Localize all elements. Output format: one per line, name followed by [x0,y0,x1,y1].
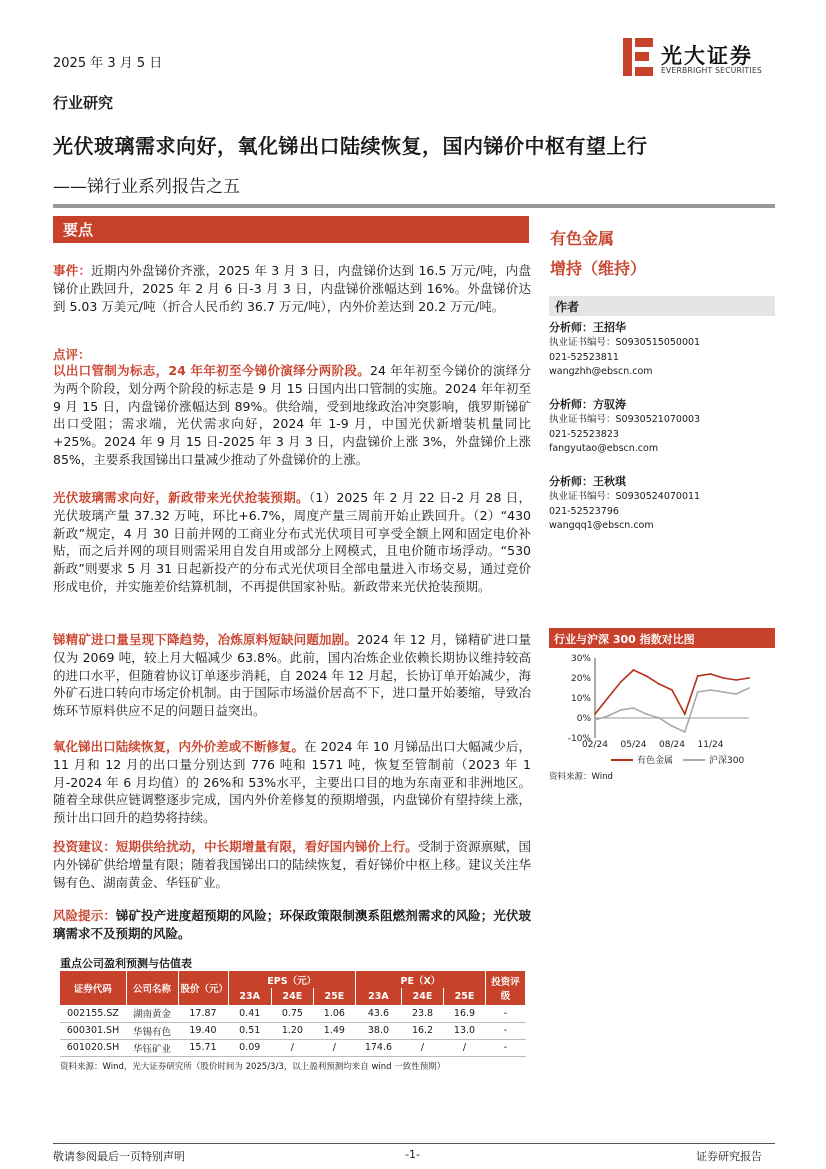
y-tick-label: 10% [570,694,591,704]
x-tick-label: 11/24 [697,740,724,750]
analyst-phone: 021-52523796 [549,505,619,517]
point-1-lead: 以出口管制为标志，24 年年初至今锑价演绎分两阶段。 [53,363,371,378]
series-point [620,709,622,711]
risk-paragraph [53,907,531,943]
y-tick-label: -10% [567,734,591,744]
everbright-logo-icon [623,38,653,76]
footer-report-type: 证券研究报告 [696,1150,762,1163]
chart-title: 行业与沪深 300 指数对比图 [554,633,695,646]
analyst-email: wangqq1@ebscn.com [549,520,654,531]
x-tick-label: 08/24 [659,740,685,750]
point-2-lead: 光伏玻璃需求向好，新政带来光伏抢装预期。 [53,490,309,505]
header-eps: EPS（元） [228,971,355,988]
company-logo [623,38,783,78]
analyst-phone: 021-52523811 [549,351,619,363]
point-2-text: （1）2025 年 2 月 22 日-2 月 28 日，光伏玻璃产量 37.32 万吨，环比+6.7%，周度产量三周前开始止跌回升。（2）“430 新政”规定，4 月 30 日前并网的工商业分布式光伏项目可享受全额上网和固定电价补贴，而之后并网的项目则需采用自发自用或部分上网模式，且电价随市场浮动。“530 新政”则要求 5 月 31 日起新投产的分布式光伏项目全部电量进入市场交易，通过竞价形成电价，并实施差价结算机制，不再提供国家补贴。新政带来光伏抢装预期。 [53,490,531,594]
footer-divider [53,1143,775,1144]
series-point [607,697,609,699]
authors-header: 作者 [549,296,775,316]
analyst-card [549,320,700,380]
point-1-text: 24 年年初至今锑价的演绎分为两个阶段，划分两个阶段的标志是 9 月 15 日国内出口管制的实施。2024 年年初至 9 月 15 日，内盘锑价涨幅达到 89%。供给端，受到地缘政治冲突影响，俄罗斯锑矿出口受阻；需求端，光伏需求向好，2024 年 1-9 月，中国光伏新增装机量同比+25%。2024 年 9 月 15 日-2025 年 3 月 3 日，内盘锑价上涨 3%，外盘锑价上涨 85%，主要系我国锑出口量减少推动了外盘锑价的上涨。 [53,363,531,467]
report-title: 光伏玻璃需求向好，氧化锑出口陆续恢复，国内锑价中枢有望上行 [53,134,648,158]
investment-advice-lead: 投资建议：短期供给扰动，中长期增量有限，看好国内锑价上行。 [53,839,418,854]
x-tick-label: 02/24 [582,740,608,750]
analyst-email: fangyutao@ebscn.com [549,443,659,454]
investment-advice-text: 受制于资源禀赋，国内外锑矿供给增量有限；随着我国锑出口的陆续恢复，看好锑价中枢上移。建议关注华锡有色、湖南黄金、华钰矿业。 [53,839,531,890]
risk-text: 锑矿投产进度超预期的风险；环保政策限制澳系阻燃剂需求的风险；光伏玻璃需求不及预期的风险。 [53,908,531,941]
series-point [594,713,596,715]
series-point [658,717,660,719]
analyst-cert: 执业证书编号：S0930524070011 [549,491,701,502]
point-4-lead: 氧化锑出口陆续恢复，内外价差或不断修复。 [53,739,305,754]
series-point [697,691,699,693]
table-source: 资料来源：Wind，光大证券研究所（股价时间为 2025/3/3，以上盈利预测均来自 wind 一致性预期） [60,1062,446,1072]
series-point [697,675,699,677]
table-row: 002155.SZ 湖南黄金 17.87 0.41 0.75 1.06 43.6 23.8 16.9 - [60,1005,526,1022]
risk-lead: 风险提示： [53,908,116,923]
series-point [735,679,737,681]
series-point [633,669,635,671]
point-2-paragraph [53,489,531,596]
series-point [684,713,686,715]
series-point [620,681,622,683]
report-category: 行业研究 [53,94,114,112]
industry-rating: 增持（维持） [550,259,647,278]
point-4-paragraph [53,738,531,827]
header-price: 股价（元） [178,971,228,1005]
keypoints-heading: 要点 [63,221,94,239]
header-year: 23A [228,988,271,1005]
y-tick-label: 0% [576,714,591,724]
report-subtitle: ——锑行业系列报告之五 [53,177,240,197]
point-3-paragraph [53,631,531,720]
header-name: 公司名称 [126,971,178,1005]
header-year: 24E [271,988,313,1005]
series-point [633,707,635,709]
event-lead: 事件： [53,263,92,278]
header-code: 证券代码 [60,971,126,1005]
point-3-lead: 锑精矿进口量呈现下降趋势，冶炼原料短缺问题加剧。 [53,632,358,647]
valuation-table [60,971,526,1057]
footer-disclaimer: 敬请参阅最后一页特别声明 [53,1150,185,1163]
event-paragraph [53,262,531,315]
header-year: 23A [355,988,401,1005]
legend-label: 沪深300 [709,756,745,766]
industry-name: 有色金属 [550,229,615,248]
logo-chinese-text: 光大证券 [661,44,753,68]
header-pe: PE（X） [355,971,485,988]
series-point [722,691,724,693]
series-point [645,675,647,677]
series-point [671,689,673,691]
series-point [658,683,660,685]
series-point [645,713,647,715]
point-1-paragraph [53,362,531,469]
legend-label: 有色金属 [637,756,674,766]
analyst-email: wangzhh@ebscn.com [549,366,653,377]
series-point [594,719,596,721]
series-point [735,693,737,695]
table-title: 重点公司盈利预测与估值表 [60,957,192,970]
comment-label: 点评： [53,347,91,362]
analyst-card [549,397,700,457]
series-point [684,731,686,733]
analyst-name: 分析师：方驭涛 [549,398,626,411]
chart-source: 资料来源：Wind [549,772,613,782]
analyst-cert: 执业证书编号：S0930515050001 [549,337,701,348]
event-text: 近期内外盘锑价齐涨，2025 年 3 月 3 日，内盘锑价达到 16.5 万元/吨，内盘锑价止跌回升，2025 年 2 月 6 日-3 月 3 日，内盘锑价涨幅达到 16%。外盘锑价达到 5.03 万美元/吨（折合人民币约 36.7 万元/吨），内外价差达到 20.2 万元/吨。 [53,263,531,314]
x-tick-label: 05/24 [620,740,647,750]
analyst-card [549,474,700,534]
y-tick-label: 30% [570,654,591,664]
header-rating: 投资评级 [486,971,526,1005]
series-point [748,687,750,689]
analyst-name: 分析师：王招华 [549,321,626,334]
investment-advice-paragraph [53,838,531,891]
series-point [748,677,750,679]
report-date: 2025 年 3 月 5 日 [53,56,163,71]
chart-header [549,628,775,648]
table-row: 601020.SH 华钰矿业 15.71 0.09 / / 174.6 / / - [60,1039,526,1056]
title-divider [53,204,775,208]
index-comparison-chart [549,650,775,768]
header-year: 25E [444,988,486,1005]
y-tick-label: 20% [570,674,591,684]
logo-english-text: EVERBRIGHT SECURITIES [661,66,763,75]
page-number: -1- [405,1148,420,1161]
analyst-phone: 021-52523823 [549,428,619,440]
analyst-name: 分析师：王秋琪 [549,475,626,488]
analyst-cert: 执业证书编号：S0930521070003 [549,414,701,425]
point-3-text: 2024 年 12 月，锑精矿进口量仅为 2069 吨，较上月大幅减少 63.8%。此前，国内冶炼企业依赖长期协议维持较高的进口水平，但随着协议订单逐步消耗，自 2024 年 12 月起，长协订单开始减少，海外矿石进口转向市场定价机制。由于国际市场溢价居高不下，进口量开始萎缩，导致冶炼环节原料供应不足的问题日益突出。 [53,632,531,719]
series-point [722,677,724,679]
series-point [671,725,673,727]
header-year: 25E [313,988,355,1005]
series-point [607,715,609,717]
keypoints-header-bar [53,216,529,243]
table-row: 600301.SH 华锡有色 19.40 0.51 1.20 1.49 38.0 16.2 13.0 - [60,1022,526,1039]
point-4-text: 在 2024 年 10 月锑品出口大幅减少后，11 月和 12 月的出口量分别达到 776 吨和 1571 吨，恢复至管制前（2023 年 1 月-2024 年 6 月均值）的 26%和 53%水平，主要出口目的地为东南亚和非洲地区。随着全球供应链调整逐步完成，国内外价差修复的预期增强，内盘锑价有望持续上涨，预计出口回升的趋势将持续。 [53,739,531,826]
header-year: 24E [402,988,444,1005]
series-point [710,673,712,675]
series-point [710,689,712,691]
